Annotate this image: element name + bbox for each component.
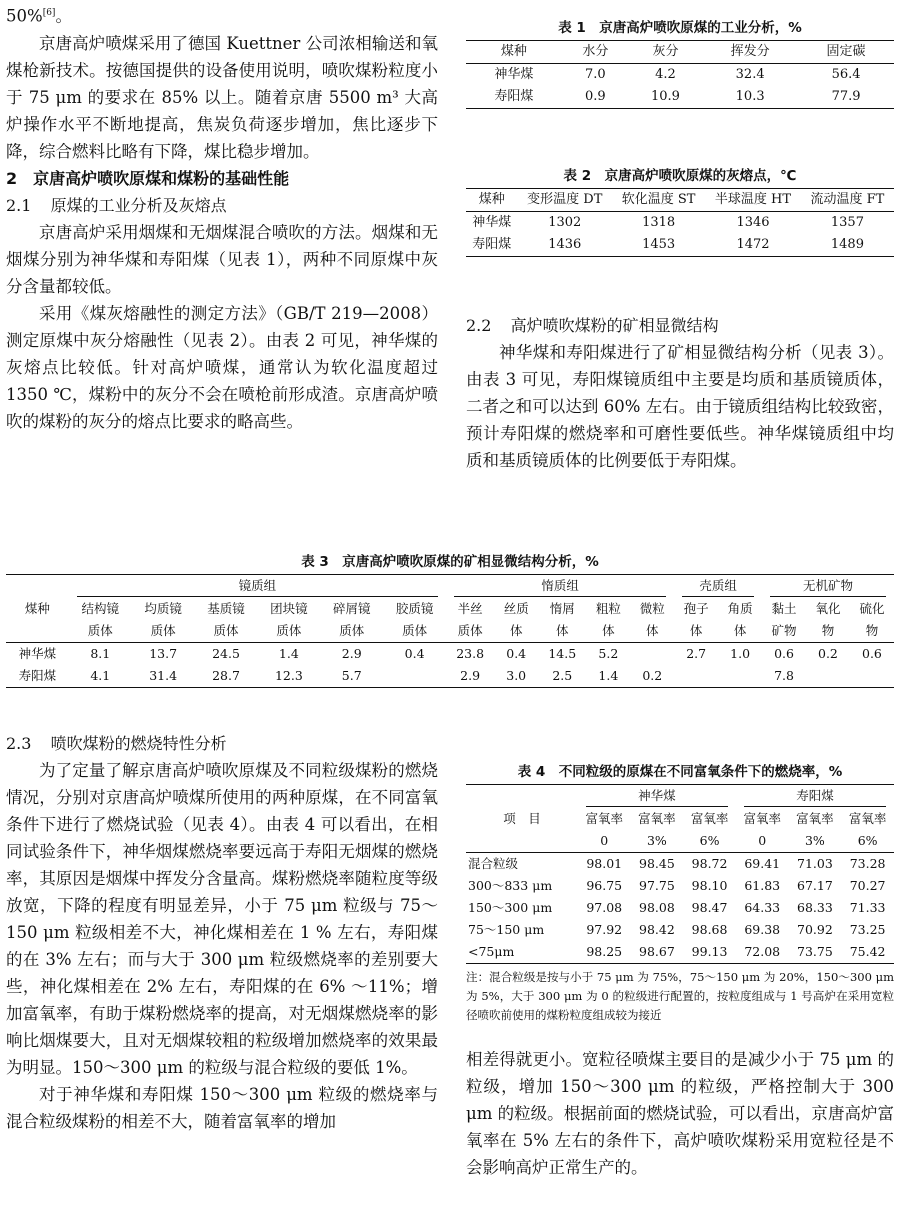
table-4-grid bbox=[466, 784, 894, 964]
table-cell: 富氧率 bbox=[796, 811, 834, 826]
table-header: 固定碳 bbox=[798, 41, 894, 64]
table-cell: 神华煤 bbox=[18, 646, 57, 661]
table-1-grid bbox=[466, 40, 894, 109]
table-header: 灰分 bbox=[629, 41, 702, 64]
table-cell: 体 bbox=[538, 620, 586, 643]
table-row bbox=[466, 234, 894, 257]
table-cell: 70.27 bbox=[849, 878, 886, 893]
table-header: 流动温度 FT bbox=[801, 189, 894, 212]
table-header: 软化温度 ST bbox=[612, 189, 705, 212]
table-2-caption: 表 2 京唐高炉喷吹原煤的灰熔点，℃ bbox=[563, 168, 797, 184]
table-row bbox=[466, 86, 894, 109]
table-cell: 98.47 bbox=[691, 900, 728, 915]
table-cell: 0.4 bbox=[404, 646, 425, 661]
table-cell: 1346 bbox=[736, 215, 770, 230]
table-cell: 团块镜 bbox=[270, 601, 308, 616]
table-1-caption: 表 1 京唐高炉喷吹原煤的工业分析，% bbox=[558, 20, 802, 36]
paragraph-2-3-a: 为了定量了解京唐高炉喷吹原煤及不同粒级煤粉的燃烧情况，分别对京唐高炉喷煤所使用的两种原煤，在不同富氧条件下进行了燃烧试验（见表 4）。由表 4 可以看出，在相同试验条件下，神华烟煤燃烧率要远高于寿阳无烟煤的燃烧率，其原因是烟煤中挥发分含量高。煤粉燃烧率随粒度等级放宽，下降的程度有明显差异，小于 75 μm 粒级与 75～150 μm 粒级相差不大，神化煤相差在 1 % 左右，寿阳煤的在 3% 左右；而与大于 300 μm 粒级燃烧率的差别要大些，神化煤相差在 2% 左右，寿阳煤的在 6% ～11%；增加富氧率，有助于煤粉燃烧率的提高，对无烟煤燃烧率的影响比烟煤要大，且对无烟煤较粗的粒级增加燃烧率的效果最为明显。150～300 μm 的粒级与混合粒级的要低 1%。 bbox=[6, 761, 438, 1077]
table-cell: 角质 bbox=[727, 601, 753, 616]
group-header: 寿阳煤 bbox=[736, 785, 894, 809]
paragraph-intro: 京唐高炉喷煤采用了德国 Kuettner 公司浓相输送和氧煤枪新技术。按德国提供的设备使用说明，喷吹煤粉粒度小于 75 μm 的要求在 85% 以上。随着京唐 5500 m³ 大高炉操作水平不断地提高，焦炭负荷逐步增加，焦比逐步下降，综合燃料比略有下降，煤比稳步增加。 bbox=[6, 33, 438, 161]
table-cell: 71.03 bbox=[797, 856, 833, 871]
table-cell: 孢子 bbox=[683, 601, 709, 616]
table-cell: 体 bbox=[586, 620, 630, 643]
table-cell: 31.4 bbox=[132, 665, 195, 688]
group-header: 壳质组 bbox=[674, 575, 762, 599]
group-header: 镜质组 bbox=[69, 575, 446, 599]
sub-header-row bbox=[6, 620, 894, 643]
table-cell: 14.5 bbox=[548, 646, 577, 661]
table-row bbox=[466, 875, 894, 897]
table-cell: 67.17 bbox=[797, 878, 833, 893]
table-cell: 0.9 bbox=[562, 86, 629, 109]
table-cell: 1489 bbox=[801, 234, 894, 257]
table-cell bbox=[850, 665, 894, 688]
table-cell: 粗粒 bbox=[595, 601, 621, 616]
table-cell: 77.9 bbox=[798, 86, 894, 109]
table-cell: 2.7 bbox=[686, 646, 707, 661]
table-cell: 69.38 bbox=[744, 922, 781, 937]
table-4 bbox=[466, 760, 894, 1025]
table-cell: 98.08 bbox=[639, 900, 675, 915]
table-cell: 质体 bbox=[132, 620, 195, 643]
table-cell: 98.42 bbox=[639, 922, 675, 937]
paragraph-2-2: 神华煤和寿阳煤进行了矿相显微结构分析（见表 3）。由表 3 可见，寿阳煤镜质组中主要是均质和基质镜质体，二者之和可以达到 60% 左右。由于镜质组结构比较致密，预计寿阳煤的燃烧率和可磨性要低些。神华煤镜质组中均质和基质镜质体的比例要低于寿阳煤。 bbox=[466, 343, 894, 470]
table-cell: 丝质 bbox=[503, 601, 529, 616]
table-3-caption: 表 3 京唐高炉喷吹原煤的矿相显微结构分析，% bbox=[301, 554, 599, 570]
table-cell: 32.4 bbox=[735, 67, 765, 82]
table-cell: 黏土 bbox=[771, 601, 797, 616]
table-cell: 73.25 bbox=[849, 922, 886, 937]
table-cell: 68.33 bbox=[797, 900, 833, 915]
table-header: 煤种 bbox=[466, 189, 517, 212]
table-cell: 10.3 bbox=[702, 86, 798, 109]
table-cell: 寿阳煤 bbox=[466, 86, 562, 109]
sub-header-row bbox=[6, 598, 894, 620]
table-cell: 96.75 bbox=[586, 878, 623, 893]
group-header: 无机矿物 bbox=[762, 575, 894, 599]
table-cell: 2.9 bbox=[446, 665, 494, 688]
table-cell: 300～833 μm bbox=[468, 878, 553, 893]
group-header: 惰质组 bbox=[446, 575, 674, 599]
table-cell: 1.0 bbox=[730, 646, 751, 661]
table-cell: 1318 bbox=[642, 215, 676, 230]
table-row bbox=[466, 212, 894, 235]
table-cell: 混合粒级 bbox=[468, 856, 519, 871]
table-row bbox=[6, 665, 894, 688]
table-cell: 0.6 bbox=[774, 646, 794, 661]
citation: [6] bbox=[42, 8, 56, 18]
table-cell: 73.28 bbox=[849, 856, 886, 871]
table-cell: 23.8 bbox=[456, 646, 485, 661]
table-cell: 1.4 bbox=[586, 665, 630, 688]
table-cell: 质体 bbox=[69, 620, 132, 643]
table-cell: 98.45 bbox=[639, 856, 675, 871]
table-cell: 质体 bbox=[257, 620, 320, 643]
table-row bbox=[466, 941, 894, 964]
table-cell: 0.6 bbox=[862, 646, 882, 661]
table-cell: 富氧率 bbox=[585, 811, 623, 826]
table-cell: 10.9 bbox=[629, 86, 702, 109]
table-cell: 物 bbox=[850, 620, 894, 643]
table-cell bbox=[674, 665, 718, 688]
table-3-grid bbox=[6, 574, 894, 688]
table-cell: 28.7 bbox=[195, 665, 258, 688]
table-header: 半球温度 HT bbox=[705, 189, 801, 212]
table-cell: 97.92 bbox=[586, 922, 623, 937]
paragraph-conclusion: 相差得就更小。宽粒径喷煤主要目的是减少小于 75 μm 的粒级，增加 150～300 μm 的粒级，严格控制大于 300 μm 的粒级。根据前面的燃烧试验，可以看出，京唐高炉富氧率在 5% 左右的条件下，高炉喷吹煤粉采用宽粒径是不会影响高炉正常生产的。 bbox=[466, 1050, 894, 1177]
table-cell bbox=[383, 665, 446, 688]
table-cell: 6% bbox=[683, 830, 736, 853]
table-cell: 富氧率 bbox=[690, 811, 729, 826]
table-cell: <75μm bbox=[466, 941, 578, 964]
table-header: 项 目 bbox=[466, 785, 578, 853]
table-cell: 70.92 bbox=[797, 922, 833, 937]
table-cell: 物 bbox=[806, 620, 850, 643]
table-2 bbox=[466, 164, 894, 257]
paragraph-2-3-b: 对于神华煤和寿阳煤 150～300 μm 粒级的燃烧率与混合粒级煤粉的相差不大，随着富氧率的增加 bbox=[6, 1085, 438, 1131]
table-cell: 7.0 bbox=[584, 67, 606, 82]
table-cell: 3% bbox=[789, 830, 842, 853]
table-cell: 微粒 bbox=[639, 601, 665, 616]
table-cell: 97.08 bbox=[586, 900, 623, 915]
table-2-grid bbox=[466, 188, 894, 257]
table-header: 变形温度 DT bbox=[517, 189, 612, 212]
section-2-2-heading: 2.2 高炉喷吹煤粉的矿相显微结构 bbox=[466, 316, 719, 335]
section-2-3-heading: 2.3 喷吹煤粉的燃烧特性分析 bbox=[6, 734, 227, 753]
table-cell: 8.1 bbox=[90, 646, 111, 661]
table-cell: 基质镜 bbox=[207, 601, 245, 616]
table-cell: 98.25 bbox=[578, 941, 631, 964]
table-header: 水分 bbox=[562, 41, 629, 64]
table-cell: 体 bbox=[494, 620, 538, 643]
ref-fragment: 50%[6]。 bbox=[6, 6, 72, 26]
table-cell: 4.2 bbox=[655, 67, 676, 82]
table-header: 煤种 bbox=[6, 575, 69, 643]
table-cell: 99.13 bbox=[683, 941, 736, 964]
table-cell: 0 bbox=[578, 830, 631, 853]
table-cell: 碎屑镜 bbox=[332, 601, 371, 616]
table-cell: 24.5 bbox=[212, 646, 240, 661]
table-cell: 6% bbox=[841, 830, 894, 853]
table-cell: 质体 bbox=[383, 620, 446, 643]
table-cell: 氧化 bbox=[815, 601, 841, 616]
left-column-bottom bbox=[6, 730, 438, 1135]
table-row bbox=[6, 643, 894, 666]
table-cell: 富氧率 bbox=[743, 811, 781, 826]
table-cell: 质体 bbox=[195, 620, 258, 643]
table-cell: 半丝 bbox=[457, 601, 483, 616]
table-cell: 富氧率 bbox=[638, 811, 676, 826]
table-cell: 75.42 bbox=[841, 941, 894, 964]
table-cell: 56.4 bbox=[831, 67, 861, 82]
right-column-bottom bbox=[466, 1046, 894, 1181]
table-3 bbox=[6, 550, 894, 688]
table-cell: 7.8 bbox=[762, 665, 806, 688]
table-cell: 97.75 bbox=[639, 878, 675, 893]
paragraph-2-1-b: 采用《煤灰熔融性的测定方法》（GB/T 219—2008）测定原煤中灰分熔融性（见表 2）。由表 2 可见，神华煤的灰熔点比较低。针对高炉喷煤，通常认为软化温度超过 1350 ℃，煤粉中的灰分不会在喷枪前形成渣。京唐高炉喷吹的煤粉的灰分的熔点比要求的略高些。 bbox=[6, 303, 438, 431]
paragraph-2-1-a: 京唐高炉采用烟煤和无烟煤混合喷吹的方法。烟煤和无烟煤分别为神华煤和寿阳煤（见表 1），两种不同原煤中灰分含量都较低。 bbox=[6, 222, 438, 296]
table-cell: 1453 bbox=[612, 234, 705, 257]
table-cell: 矿物 bbox=[762, 620, 806, 643]
table-cell: 0.4 bbox=[506, 646, 527, 661]
table-cell: 73.75 bbox=[789, 941, 842, 964]
table-cell bbox=[806, 665, 850, 688]
table-4-caption: 表 4 不同粒级的原煤在不同富氧条件下的燃烧率，% bbox=[517, 764, 843, 780]
table-cell: 5.2 bbox=[598, 646, 619, 661]
right-column-top bbox=[466, 312, 894, 474]
table-cell: 1302 bbox=[548, 215, 582, 230]
table-row bbox=[466, 64, 894, 87]
table-cell: 寿阳煤 bbox=[466, 234, 517, 257]
table-cell: 3% bbox=[631, 830, 684, 853]
table-cell: 71.33 bbox=[849, 900, 886, 915]
table-cell: 64.33 bbox=[744, 900, 781, 915]
table-cell: 质体 bbox=[320, 620, 383, 643]
table-cell: 胶质镜 bbox=[395, 601, 434, 616]
table-cell: 150～300 μm bbox=[468, 900, 553, 915]
table-cell: 2.9 bbox=[341, 646, 362, 661]
section-2-1-heading: 2.1 原煤的工业分析及灰熔点 bbox=[6, 195, 227, 215]
table-cell: 13.7 bbox=[149, 646, 178, 661]
table-cell: 1472 bbox=[705, 234, 801, 257]
table-cell bbox=[718, 665, 762, 688]
table-cell bbox=[630, 643, 674, 666]
table-cell: 0 bbox=[736, 830, 789, 853]
table-cell: 0.2 bbox=[630, 665, 674, 688]
table-row bbox=[466, 853, 894, 876]
table-header: 挥发分 bbox=[702, 41, 798, 64]
table-cell: 体 bbox=[674, 620, 718, 643]
table-cell: 1.4 bbox=[278, 646, 299, 661]
table-cell: 体 bbox=[718, 620, 762, 643]
table-cell: 硫化 bbox=[859, 601, 885, 616]
table-1 bbox=[466, 16, 894, 109]
table-cell: 4.1 bbox=[69, 665, 132, 688]
table-cell: 结构镜 bbox=[81, 601, 120, 616]
table-cell: 惰屑 bbox=[549, 601, 575, 616]
table-cell: 3.0 bbox=[494, 665, 538, 688]
table-row bbox=[466, 897, 894, 919]
table-cell: 1436 bbox=[517, 234, 612, 257]
table-cell: 0.2 bbox=[818, 646, 838, 661]
table-cell: 61.83 bbox=[744, 878, 781, 893]
table-cell: 69.41 bbox=[744, 856, 781, 871]
table-cell: 75～150 μm bbox=[468, 922, 545, 937]
table-cell: 98.72 bbox=[691, 856, 728, 871]
table-cell: 12.3 bbox=[257, 665, 320, 688]
table-cell: 均质镜 bbox=[144, 601, 182, 616]
left-column-top bbox=[6, 0, 438, 435]
section-2-heading: 2 京唐高炉喷吹原煤和煤粉的基础性能 bbox=[6, 168, 290, 188]
group-header: 神华煤 bbox=[578, 785, 736, 809]
table-cell: 体 bbox=[630, 620, 674, 643]
table-cell: 质体 bbox=[446, 620, 494, 643]
table-cell: 72.08 bbox=[736, 941, 789, 964]
table-cell: 神华煤 bbox=[472, 215, 512, 230]
table-cell: 98.68 bbox=[691, 922, 728, 937]
table-header: 煤种 bbox=[466, 41, 562, 64]
table-cell: 1357 bbox=[830, 215, 864, 230]
table-cell: 98.10 bbox=[691, 878, 728, 893]
table-cell: 98.01 bbox=[586, 856, 623, 871]
table-cell: 寿阳煤 bbox=[6, 665, 69, 688]
table-row bbox=[466, 919, 894, 941]
table-cell: 2.5 bbox=[538, 665, 586, 688]
table-cell: 98.67 bbox=[631, 941, 684, 964]
table-cell: 5.7 bbox=[320, 665, 383, 688]
table-4-note: 注：混合粒级是按与小于 75 μm 为 75%，75～150 μm 为 20%，150～300 μm 为 5%，大于 300 μm 为 0 的粒级进行配置的，按粒度组成与 1 号高炉在采用宽粒径喷吹前使用的煤粉粒度组成较为接近 bbox=[466, 970, 894, 1022]
table-cell: 富氧率 bbox=[848, 811, 887, 826]
table-cell: 神华煤 bbox=[494, 67, 534, 82]
